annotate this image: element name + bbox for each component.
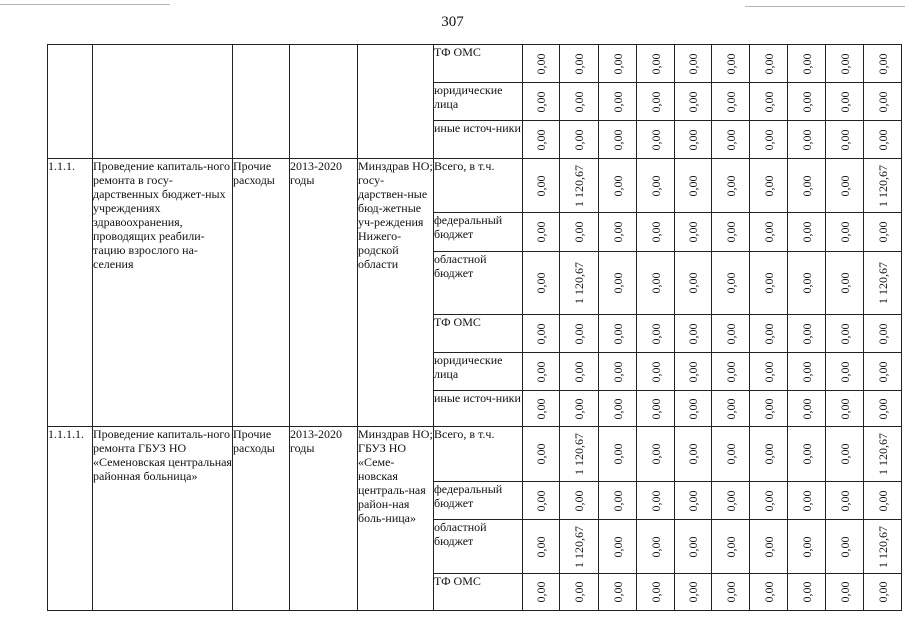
- table-row: [48, 427, 902, 482]
- value: 0,00: [875, 398, 890, 419]
- value: 0,00: [761, 323, 776, 344]
- value: 0,00: [572, 490, 586, 511]
- value: 0,00: [686, 53, 700, 74]
- value-cell: [560, 83, 599, 121]
- value-cell: [826, 391, 864, 427]
- value: 1 120,67: [875, 433, 890, 475]
- value-cell: [826, 159, 864, 213]
- value: 0,00: [610, 175, 625, 196]
- value: 0,00: [610, 129, 625, 150]
- value-cell: [560, 252, 599, 315]
- value: 0,00: [686, 536, 700, 557]
- value: 0,00: [875, 91, 890, 112]
- value: 1 120,67: [572, 262, 586, 304]
- value: 0,00: [572, 91, 586, 112]
- value-cell: [864, 45, 902, 83]
- value: 0,00: [837, 361, 852, 382]
- value-cell: [675, 520, 712, 574]
- value: 0,00: [610, 443, 625, 465]
- value-cell: [826, 45, 864, 83]
- value-cell: [599, 482, 637, 520]
- value-cell: [599, 353, 637, 391]
- value: 0,00: [534, 129, 548, 150]
- value-cell: [864, 482, 902, 520]
- value: 0,00: [572, 361, 586, 382]
- value-cell: [864, 315, 902, 353]
- value: 0,00: [610, 536, 625, 557]
- value: 0,00: [723, 581, 738, 603]
- value-cell: [599, 83, 637, 121]
- value: 0,00: [686, 175, 700, 196]
- value-cell: [675, 391, 712, 427]
- item-period: 2013-2020 годы: [290, 159, 358, 427]
- value: 0,00: [534, 272, 548, 294]
- value: 0,00: [837, 91, 852, 112]
- value-cell: [523, 315, 560, 353]
- value: 0,00: [723, 91, 738, 112]
- value: 0,00: [761, 221, 776, 243]
- value-cell: [750, 391, 788, 427]
- value-cell: [675, 482, 712, 520]
- value: 0,00: [648, 53, 663, 74]
- value: 0,00: [723, 129, 738, 150]
- value-cell: [750, 83, 788, 121]
- value-cell: [675, 121, 712, 159]
- value: 0,00: [648, 443, 663, 465]
- value: 0,00: [837, 581, 852, 603]
- value-cell: [675, 315, 712, 353]
- value-cell: [637, 213, 675, 252]
- funding-source: федеральный бюджет: [434, 213, 523, 252]
- value-cell: [523, 83, 560, 121]
- value-cell: [560, 121, 599, 159]
- value: 0,00: [761, 91, 776, 112]
- funding-source: ТФ ОМС: [434, 315, 523, 353]
- value: 0,00: [534, 53, 548, 74]
- value: 0,00: [799, 581, 814, 603]
- value: 0,00: [534, 398, 548, 419]
- value: 0,00: [534, 323, 548, 344]
- value: 0,00: [534, 581, 548, 603]
- value: 0,00: [799, 323, 814, 344]
- value-cell: [864, 574, 902, 611]
- value-cell: [712, 83, 750, 121]
- value-cell: [599, 391, 637, 427]
- value: 0,00: [572, 323, 586, 344]
- item-code: 1.1.1.1.: [48, 427, 93, 611]
- value-cell: [560, 159, 599, 213]
- value: 0,00: [648, 398, 663, 419]
- value: 0,00: [761, 536, 776, 557]
- value-cell: [712, 520, 750, 574]
- value-cell: [826, 574, 864, 611]
- item-name: Проведение капиталь-ного ремонта в госу-дарственных бюджет-ных учреждениях здравоохранения, проводящих реабили-тацию взрослого на-селения: [93, 159, 233, 427]
- value: 0,00: [686, 581, 700, 603]
- value: 0,00: [799, 175, 814, 196]
- value: 0,00: [875, 581, 890, 603]
- value-cell: [864, 83, 902, 121]
- value-cell: [637, 121, 675, 159]
- value-cell: [675, 574, 712, 611]
- value-cell: [788, 520, 826, 574]
- value-cell: [637, 159, 675, 213]
- value-cell: [864, 353, 902, 391]
- value-cell: [712, 427, 750, 482]
- value-cell: [675, 213, 712, 252]
- value: 0,00: [837, 323, 852, 344]
- value-cell: [675, 427, 712, 482]
- value-cell: [788, 45, 826, 83]
- value-cell: [637, 315, 675, 353]
- value-cell: [523, 121, 560, 159]
- funding-source: ТФ ОМС: [434, 574, 523, 611]
- value-cell: [750, 574, 788, 611]
- value-cell: [826, 83, 864, 121]
- value: 0,00: [837, 221, 852, 243]
- value-cell: [712, 159, 750, 213]
- value-cell: [599, 252, 637, 315]
- item-expense-type: Прочие расходы: [233, 427, 290, 611]
- value: 0,00: [534, 443, 548, 465]
- value: 0,00: [837, 175, 852, 196]
- value-cell: [826, 252, 864, 315]
- value-cell: [712, 121, 750, 159]
- value-cell: [788, 83, 826, 121]
- value-cell: [712, 574, 750, 611]
- value-cell: [826, 482, 864, 520]
- value: 0,00: [534, 221, 548, 243]
- value: 0,00: [799, 361, 814, 382]
- value-cell: [826, 520, 864, 574]
- value-cell: [675, 353, 712, 391]
- table-row: [48, 159, 902, 213]
- value: 0,00: [837, 443, 852, 465]
- value: 0,00: [837, 272, 852, 294]
- value-cell: [599, 159, 637, 213]
- value-cell: [560, 213, 599, 252]
- value: 0,00: [761, 53, 776, 74]
- value-cell: [675, 159, 712, 213]
- value: 0,00: [875, 361, 890, 382]
- value: 0,00: [686, 443, 700, 465]
- value-cell: [826, 213, 864, 252]
- value: 0,00: [799, 443, 814, 465]
- value: 0,00: [648, 323, 663, 344]
- value: 0,00: [610, 91, 625, 112]
- value-cell: [788, 159, 826, 213]
- value: 0,00: [572, 581, 586, 603]
- value-cell: [788, 391, 826, 427]
- value-cell: [637, 45, 675, 83]
- value-cell: [750, 252, 788, 315]
- value-cell: [675, 83, 712, 121]
- funding-source: ТФ ОМС: [434, 45, 523, 83]
- value-cell: [750, 520, 788, 574]
- value-cell: [788, 353, 826, 391]
- value: 0,00: [723, 221, 738, 243]
- value: 1 120,67: [875, 262, 890, 304]
- item-expense-type: Прочие расходы: [233, 159, 290, 427]
- value-cell: [560, 482, 599, 520]
- value: 0,00: [875, 129, 890, 150]
- value-cell: [523, 427, 560, 482]
- value: 1 120,67: [572, 525, 586, 568]
- value: 0,00: [875, 221, 890, 243]
- item-executor: Минздрав НО; ГБУЗ НО «Семе-новская централь-ная район-ная боль-ница»: [358, 427, 434, 611]
- value: 0,00: [837, 536, 852, 557]
- value-cell: [788, 482, 826, 520]
- value-cell: [560, 574, 599, 611]
- value-cell: [599, 213, 637, 252]
- value: 0,00: [723, 443, 738, 465]
- value-cell: [599, 121, 637, 159]
- funding-source: Всего, в т.ч.: [434, 427, 523, 482]
- value-cell: [864, 121, 902, 159]
- value-cell: [712, 45, 750, 83]
- value: 0,00: [610, 53, 625, 74]
- value-cell: [560, 391, 599, 427]
- value: 0,00: [761, 272, 776, 294]
- funding-source: иные источ-ники: [434, 121, 523, 159]
- value: 0,00: [648, 581, 663, 603]
- value: 0,00: [686, 272, 700, 294]
- expense-cell: [233, 45, 290, 159]
- value-cell: [712, 482, 750, 520]
- budget-table: [47, 44, 902, 611]
- value-cell: [750, 45, 788, 83]
- value-cell: [750, 482, 788, 520]
- value-cell: [712, 213, 750, 252]
- funding-source: иные источ-ники: [434, 391, 523, 427]
- value: 0,00: [686, 91, 700, 112]
- value: 0,00: [799, 536, 814, 557]
- value: 0,00: [723, 272, 738, 294]
- value: 0,00: [799, 272, 814, 294]
- value: 0,00: [648, 91, 663, 112]
- value-cell: [712, 391, 750, 427]
- value: 1 120,67: [572, 164, 586, 207]
- value: 0,00: [837, 53, 852, 74]
- value: 0,00: [837, 129, 852, 150]
- value-cell: [788, 574, 826, 611]
- value-cell: [788, 315, 826, 353]
- value-cell: [750, 121, 788, 159]
- value-cell: [864, 252, 902, 315]
- value: 0,00: [648, 221, 663, 243]
- table-row: [48, 45, 902, 83]
- value: 0,00: [534, 536, 548, 557]
- value-cell: [788, 252, 826, 315]
- value: 0,00: [610, 272, 625, 294]
- value: 1 120,67: [875, 164, 890, 207]
- value: 0,00: [761, 129, 776, 150]
- value-cell: [523, 213, 560, 252]
- name-cell: [93, 45, 233, 159]
- value-cell: [864, 427, 902, 482]
- period-cell: [290, 45, 358, 159]
- value-cell: [637, 482, 675, 520]
- value-cell: [750, 213, 788, 252]
- budget-table-body: [48, 45, 902, 611]
- value: 0,00: [875, 323, 890, 344]
- value: 0,00: [761, 490, 776, 511]
- value: 0,00: [723, 398, 738, 419]
- value-cell: [599, 427, 637, 482]
- value-cell: [637, 427, 675, 482]
- value-cell: [864, 391, 902, 427]
- value: 0,00: [686, 323, 700, 344]
- value: 0,00: [875, 490, 890, 511]
- value-cell: [523, 159, 560, 213]
- value-cell: [712, 252, 750, 315]
- value-cell: [864, 213, 902, 252]
- page-number: 307: [441, 14, 464, 30]
- funding-source: юридические лица: [434, 83, 523, 121]
- value-cell: [712, 315, 750, 353]
- value: 0,00: [648, 129, 663, 150]
- value: 0,00: [572, 129, 586, 150]
- value-cell: [523, 482, 560, 520]
- value: 0,00: [761, 175, 776, 196]
- value-cell: [788, 427, 826, 482]
- value: 0,00: [572, 221, 586, 243]
- value: 0,00: [648, 361, 663, 382]
- value: 0,00: [723, 323, 738, 344]
- value-cell: [523, 391, 560, 427]
- item-period: 2013-2020 годы: [290, 427, 358, 611]
- value: 0,00: [648, 175, 663, 196]
- value-cell: [864, 520, 902, 574]
- funding-source: областной бюджет: [434, 252, 523, 315]
- value-cell: [675, 45, 712, 83]
- value: 0,00: [761, 581, 776, 603]
- value: 0,00: [799, 398, 814, 419]
- value: 0,00: [610, 581, 625, 603]
- value: 0,00: [686, 221, 700, 243]
- value-cell: [750, 315, 788, 353]
- funding-source: юридические лица: [434, 353, 523, 391]
- value: 0,00: [648, 490, 663, 511]
- value: 0,00: [799, 129, 814, 150]
- item-name: Проведение капиталь-ного ремонта ГБУЗ НО «Семеновская центральная районная больница»: [93, 427, 233, 611]
- value: 0,00: [534, 175, 548, 196]
- value-cell: [788, 213, 826, 252]
- scan-edge-top-left: [0, 4, 170, 5]
- value: 0,00: [610, 490, 625, 511]
- value: 0,00: [723, 53, 738, 74]
- funding-source: областной бюджет: [434, 520, 523, 574]
- value: 0,00: [534, 91, 548, 112]
- value-cell: [560, 353, 599, 391]
- value-cell: [599, 520, 637, 574]
- value: 0,00: [761, 361, 776, 382]
- code-cell: [48, 45, 93, 159]
- value: 0,00: [761, 443, 776, 465]
- value-cell: [826, 427, 864, 482]
- value: 1 120,67: [572, 433, 586, 475]
- value-cell: [637, 520, 675, 574]
- value-cell: [637, 252, 675, 315]
- executor-cell: [358, 45, 434, 159]
- value: 0,00: [572, 398, 586, 419]
- value-cell: [675, 252, 712, 315]
- value-cell: [750, 353, 788, 391]
- value: 0,00: [686, 361, 700, 382]
- value-cell: [637, 353, 675, 391]
- value: 0,00: [686, 398, 700, 419]
- value: 0,00: [686, 490, 700, 511]
- funding-source: федеральный бюджет: [434, 482, 523, 520]
- value: 0,00: [761, 398, 776, 419]
- value: 0,00: [723, 175, 738, 196]
- value: 1 120,67: [875, 525, 890, 568]
- value-cell: [599, 45, 637, 83]
- value-cell: [864, 159, 902, 213]
- item-executor: Минздрав НО; госу-дарствен-ные бюд-жетные уч-реждения Нижего-родской области: [358, 159, 434, 427]
- value-cell: [560, 520, 599, 574]
- value: 0,00: [723, 361, 738, 382]
- value: 0,00: [723, 536, 738, 557]
- item-code: 1.1.1.: [48, 159, 93, 427]
- value-cell: [826, 121, 864, 159]
- value: 0,00: [875, 53, 890, 74]
- value: 0,00: [610, 398, 625, 419]
- value-cell: [826, 353, 864, 391]
- value-cell: [560, 45, 599, 83]
- value-cell: [523, 252, 560, 315]
- value: 0,00: [534, 361, 548, 382]
- value: 0,00: [686, 129, 700, 150]
- value: 0,00: [799, 53, 814, 74]
- value-cell: [712, 353, 750, 391]
- value-cell: [637, 574, 675, 611]
- value: 0,00: [799, 91, 814, 112]
- value: 0,00: [837, 398, 852, 419]
- value: 0,00: [534, 490, 548, 511]
- value-cell: [826, 315, 864, 353]
- value: 0,00: [610, 361, 625, 382]
- value: 0,00: [572, 53, 586, 74]
- value-cell: [560, 427, 599, 482]
- value-cell: [788, 121, 826, 159]
- value-cell: [637, 83, 675, 121]
- value: 0,00: [610, 221, 625, 243]
- value-cell: [750, 427, 788, 482]
- value-cell: [750, 159, 788, 213]
- value-cell: [523, 574, 560, 611]
- value-cell: [523, 520, 560, 574]
- value: 0,00: [799, 221, 814, 243]
- value: 0,00: [837, 490, 852, 511]
- value: 0,00: [648, 536, 663, 557]
- value-cell: [560, 315, 599, 353]
- value-cell: [637, 391, 675, 427]
- scan-edge-top-right: [745, 6, 905, 7]
- value-cell: [523, 45, 560, 83]
- value: 0,00: [610, 323, 625, 344]
- value: 0,00: [723, 490, 738, 511]
- value-cell: [599, 574, 637, 611]
- value: 0,00: [799, 490, 814, 511]
- value-cell: [523, 353, 560, 391]
- funding-source: Всего, в т.ч.: [434, 159, 523, 213]
- value: 0,00: [648, 272, 663, 294]
- value-cell: [599, 315, 637, 353]
